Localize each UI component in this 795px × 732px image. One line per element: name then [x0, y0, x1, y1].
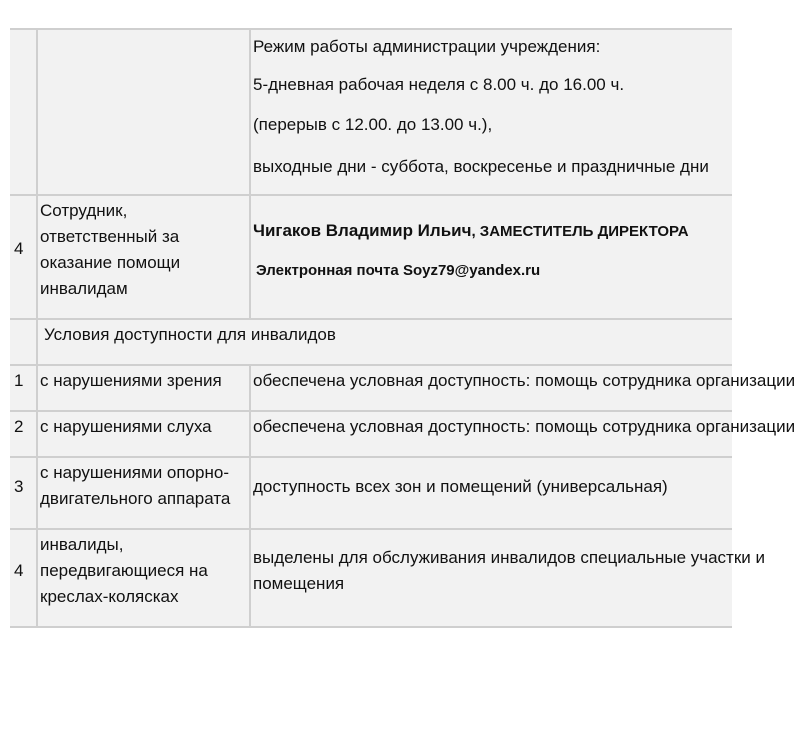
accessibility-condition: обеспечена условная доступность: помощь сотрудника организации: [253, 371, 795, 390]
table-section-header: [10, 318, 732, 364]
accessibility-table: [10, 28, 795, 628]
column-divider: [36, 320, 38, 364]
employee-info: [253, 218, 689, 245]
table-row: [10, 410, 795, 456]
accessibility-condition-line: выделены для обслуживания инвалидов специальные участки и: [253, 548, 766, 567]
table-row: [10, 456, 732, 528]
column-divider: [36, 458, 38, 528]
working-hours-line: выходные дни - суббота, воскресенье и праздничные дни: [253, 157, 709, 176]
column-divider: [36, 30, 38, 196]
row-number: 4: [14, 239, 24, 258]
working-hours-line: Режим работы администрации учреждения:: [253, 37, 601, 56]
section-title: Условия доступности для инвалидов: [44, 325, 336, 344]
column-divider: [36, 196, 38, 320]
column-divider: [249, 366, 251, 410]
disability-category: с нарушениями зрения: [40, 371, 222, 390]
employee-role-label: Сотрудник, ответственный за оказание помощи инвалидам: [40, 201, 181, 298]
row-number: 1: [14, 371, 24, 390]
accessibility-condition: доступность всех зон и помещений (универсальная): [253, 477, 668, 496]
employee-title: , ЗАМЕСТИТЕЛЬ ДИРЕКТОРА: [471, 223, 689, 240]
accessibility-condition-line: помещения: [253, 574, 345, 593]
column-divider: [36, 366, 38, 410]
table-row-responsible-employee: [10, 194, 732, 320]
column-divider: [249, 196, 251, 320]
employee-name: Чигаков Владимир Ильич: [253, 221, 472, 240]
disability-category: инвалиды, передвигающиеся на креслах-колясках: [40, 535, 208, 606]
table-row: [10, 528, 766, 626]
row-number: 3: [14, 477, 24, 496]
disability-category: с нарушениями слуха: [40, 417, 212, 436]
column-divider: [36, 412, 38, 456]
row-number: 2: [14, 417, 24, 436]
working-hours-line: (перерыв с 12.00. до 13.00 ч.),: [253, 115, 493, 134]
table-row: [10, 364, 795, 410]
column-divider: [36, 530, 38, 626]
disability-category: с нарушениями опорно-двигательного аппарата: [40, 463, 231, 508]
working-hours-line: 5-дневная рабочая неделя с 8.00 ч. до 16.00 ч.: [253, 75, 625, 94]
table-row-working-hours: [10, 28, 732, 196]
accessibility-condition: обеспечена условная доступность: помощь сотрудника организации: [253, 417, 795, 436]
column-divider: [249, 530, 251, 626]
employee-email: Электронная почта Soyz79@yandex.ru: [256, 262, 541, 279]
column-divider: [249, 412, 251, 456]
row-number: 4: [14, 561, 24, 580]
column-divider: [249, 458, 251, 528]
table-bottom-border: [10, 626, 732, 628]
column-divider: [249, 30, 251, 196]
